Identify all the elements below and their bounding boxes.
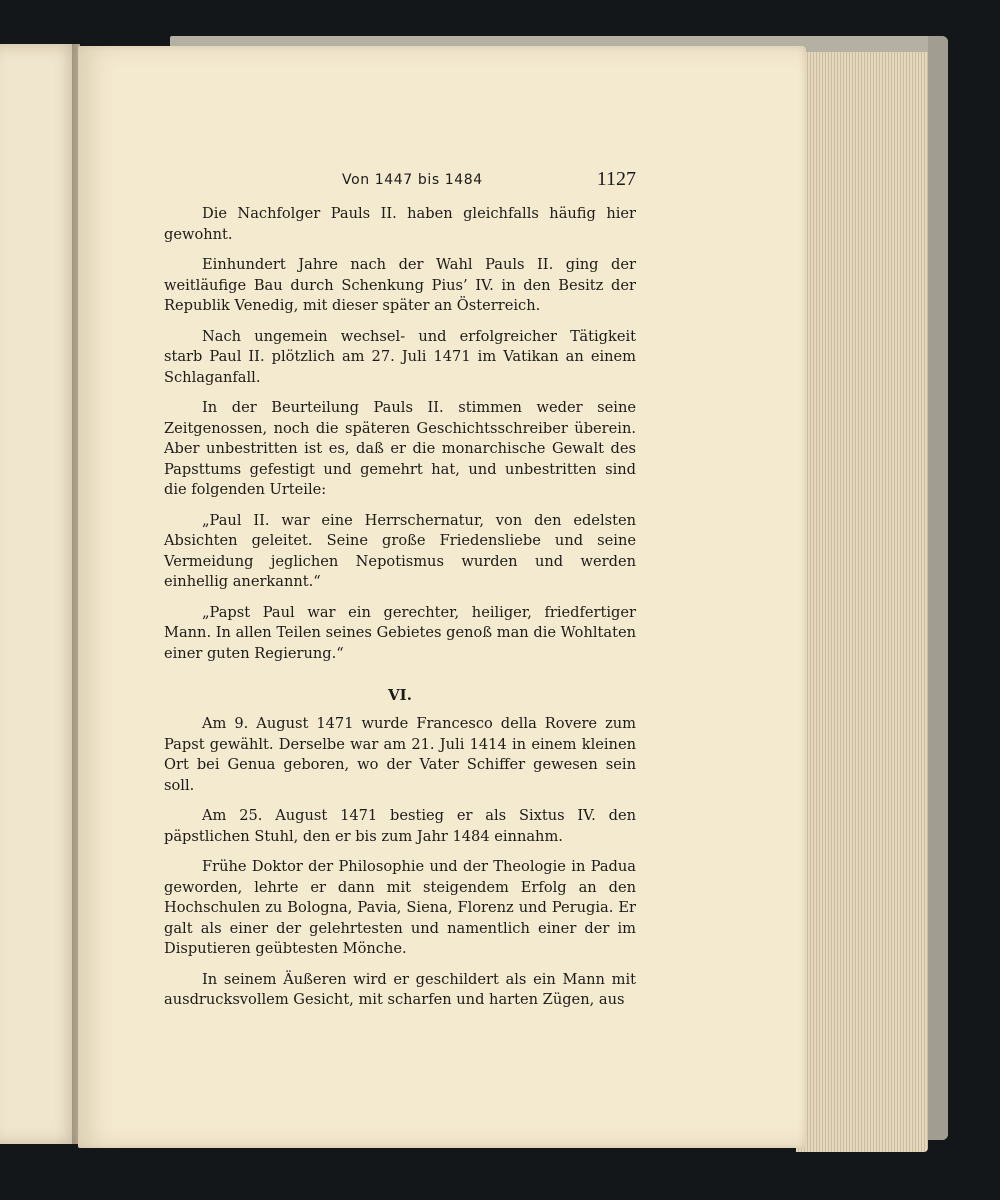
text-block <box>164 166 636 1021</box>
paragraph: In der Beurteilung Pauls II. stimmen weder seine Zeitgenossen, noch die späteren Geschichtsschreiber überein. Aber unbestritten ist es, daß er die monarchische Gewalt des Papsttums gefestigt und gemehrt hat, und unbestritten sind die folgenden Urteile: <box>164 399 636 498</box>
paragraph: Am 25. August 1471 bestieg er als Sixtus IV. den päpstlichen Stuhl, den er bis zum Jahr 1484 einnahm. <box>164 807 636 845</box>
quote-paragraph: „Paul II. war eine Herrschernatur, von den edelsten Absichten geleitet. Seine große Friedensliebe und seine Vermeidung jeglichen Nepotismus wurden und werden einhellig anerkannt.“ <box>164 511 636 590</box>
paragraph: Einhundert Jahre nach der Wahl Pauls II. ging der weitläufige Bau durch Schenkung Pius’ IV. in den Besitz der Republik Venedig, mit dieser später an Österreich. <box>164 256 636 314</box>
left-page <box>0 44 80 1144</box>
paragraph: Am 9. August 1471 wurde Francesco della Rovere zum Papst gewählt. Derselbe war am 21. Juli 1414 in einem kleinen Ort bei Genua geboren, wo der Vater Schiffer gewesen sein soll. <box>164 715 636 794</box>
paragraph: In seinem Äußeren wird er geschildert als ein Mann mit ausdrucksvollem Gesicht, mit scharfen und harten Zügen, aus <box>164 970 636 1008</box>
paragraph: Die Nachfolger Pauls II. haben gleichfalls häufig hier gewohnt. <box>164 205 636 243</box>
running-title: Von 1447 bis 1484 <box>342 172 483 188</box>
quote-paragraph: „Papst Paul war ein gerechter, heiliger, friedfertiger Mann. In allen Teilen seines Gebietes genoß man die Wohltaten einer guten Regierung.“ <box>164 603 636 662</box>
binding-edge <box>928 36 948 1140</box>
section-heading: VI. <box>388 686 412 704</box>
right-page <box>78 46 806 1148</box>
running-head <box>164 166 636 196</box>
paragraph: Nach ungemein wechsel- und erfolgreicher Tätigkeit starb Paul II. plötzlich am 27. Juli 1471 im Vatikan an einem Schlaganfall. <box>164 327 636 386</box>
page-number: 1127 <box>596 168 636 190</box>
page-edges <box>796 52 928 1152</box>
paragraph: Frühe Doktor der Philosophie und der Theologie in Padua geworden, lehrte er dann mit steigendem Erfolg an den Hochschulen zu Bologna, Pavia, Siena, Florenz und Perugia. Er galt als einer der gelehrtesten und namentlich einer der im Disputieren geübtesten Mönche. <box>164 858 636 957</box>
